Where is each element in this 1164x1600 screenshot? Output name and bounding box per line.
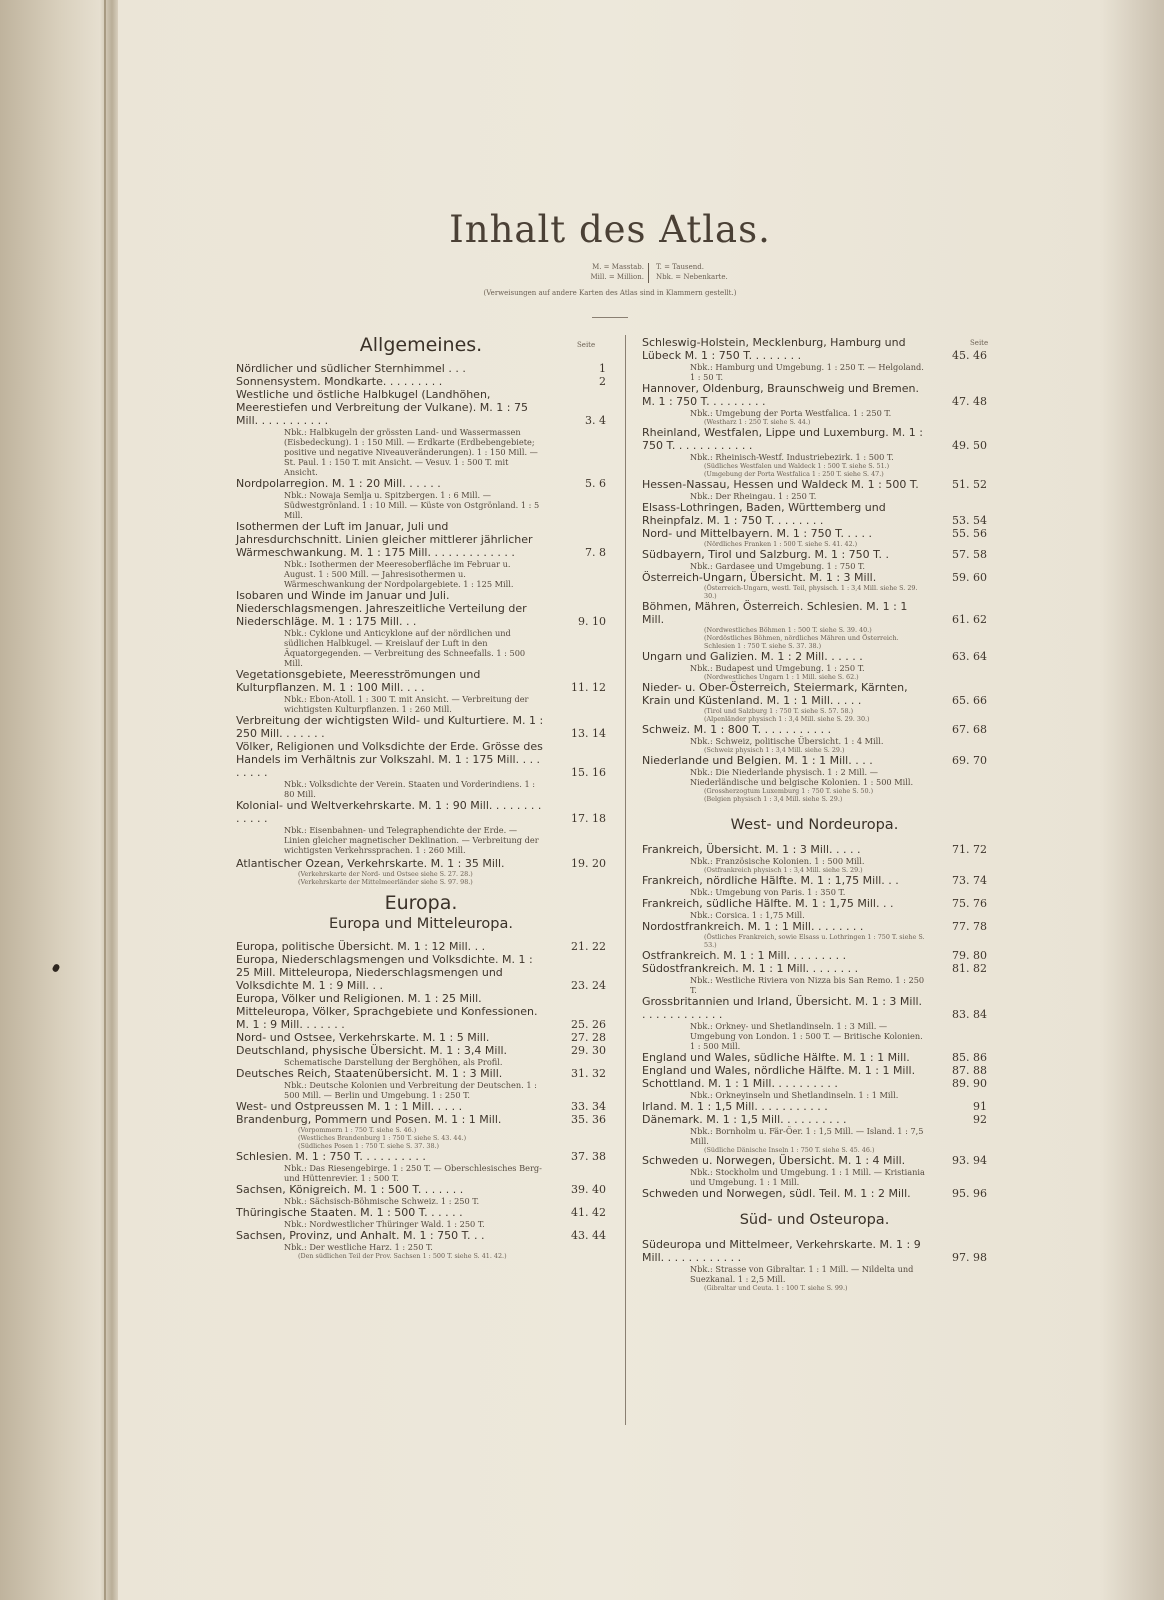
toc-entry bbox=[236, 1229, 606, 1242]
page-number: 5. 6 bbox=[585, 477, 606, 490]
toc-entry bbox=[642, 650, 987, 663]
entry-title: Südeuropa und Mittelmeer, Verkehrskarte. M. 1 : 9 Mill. . . . . . . . . . . . bbox=[642, 1238, 921, 1264]
book-gutter bbox=[0, 0, 118, 1600]
toc-entry bbox=[642, 336, 987, 362]
page-number: 49. 50 bbox=[952, 439, 987, 452]
toc-entry bbox=[236, 953, 606, 992]
toc-entry bbox=[642, 571, 987, 584]
page-number: 79. 80 bbox=[952, 949, 987, 962]
seite-label-right: Seite bbox=[970, 339, 989, 347]
toc-entry bbox=[236, 1031, 606, 1044]
entry-title: Schleswig-Holstein, Mecklenburg, Hamburg und Lübeck M. 1 : 750 T. . . . . . . . bbox=[642, 336, 906, 362]
nebenkarte-note: Nbk.: Umgebung von Paris. 1 : 350 T. bbox=[690, 887, 846, 897]
entry-title: Nord- und Mittelbayern. M. 1 : 750 T. . . . . bbox=[642, 527, 873, 540]
entry-title: Völker, Religionen und Volksdichte der Erde. Grösse des Handels im Verhältnis zur Volkszahl. M. 1 : 175 Mill. . . . . . . . . bbox=[236, 740, 543, 779]
nebenkarte-note: Nbk.: Isothermen der Meeresoberfläche im Februar u. August. 1 : 500 Mill. — Jahresisothermen u. Wärmeschwankung der Nordpolargebiete. 1 : 125 Mill. bbox=[284, 559, 514, 589]
page-number: 93. 94 bbox=[952, 1154, 987, 1167]
toc-entry bbox=[236, 477, 606, 490]
entry-title: England und Wales, südliche Hälfte. M. 1 : 1 Mill. bbox=[642, 1051, 910, 1064]
legend-divider bbox=[648, 263, 649, 283]
nebenkarte-note: Nbk.: Nowaja Semlja u. Spitzbergen. 1 : 6 Mill. — Südwestgrönland. 1 : 10 Mill. — Küste von Ostgrönland. 1 : 5 Mill. bbox=[284, 490, 540, 520]
nebenkarte-note: Nbk.: Strasse von Gibraltar. 1 : 1 Mill. — Nildelta und Suezkanal. 1 : 2,5 Mill. bbox=[690, 1264, 914, 1284]
nebenkarte-note: Nbk.: Hamburg und Umgebung. 1 : 250 T. — Helgoland. 1 : 50 T. bbox=[690, 362, 924, 382]
toc-entry bbox=[236, 992, 606, 1031]
page-number: 71. 72 bbox=[952, 843, 987, 856]
toc-entry bbox=[642, 897, 987, 910]
page-number: 85. 86 bbox=[952, 1051, 987, 1064]
gutter-line bbox=[104, 0, 106, 1600]
section-europa: Europa. bbox=[384, 892, 458, 914]
page-number: 7. 8 bbox=[585, 546, 606, 559]
cross-reference: (Verkehrskarte der Mittelmeerländer siehe S. 97. 98.) bbox=[298, 878, 473, 886]
entry-title: Böhmen, Mähren, Österreich. Schlesien. M. 1 : 1 Mill. bbox=[642, 600, 908, 626]
entry-title: Nördlicher und südlicher Sternhimmel . . . bbox=[236, 362, 466, 375]
page-number: 17. 18 bbox=[571, 812, 606, 825]
cross-reference: (Verkehrskarte der Nord- und Ostsee siehe S. 27. 28.) bbox=[298, 870, 473, 878]
legend-mill: Mill. = Million. bbox=[590, 273, 644, 281]
page-number: 43. 44 bbox=[571, 1229, 606, 1242]
page-number: 39. 40 bbox=[571, 1183, 606, 1196]
entry-title: Sonnensystem. Mondkarte. . . . . . . . . bbox=[236, 375, 443, 388]
cross-reference: (Westharz 1 : 250 T. siehe S. 44.) bbox=[704, 418, 811, 426]
toc-entry bbox=[236, 799, 606, 825]
page-number: 57. 58 bbox=[952, 548, 987, 561]
toc-entry bbox=[642, 548, 987, 561]
toc-entry bbox=[642, 600, 987, 626]
nebenkarte-note: Nbk.: Corsica. 1 : 1,75 Mill. bbox=[690, 910, 805, 920]
nebenkarte-note: Nbk.: Volksdichte der Verein. Staaten und Vorderindiens. 1 : 80 Mill. bbox=[284, 779, 536, 799]
entry-title: Schweiz. M. 1 : 800 T. . . . . . . . . . . bbox=[642, 723, 832, 736]
toc-entry bbox=[642, 949, 987, 962]
page-number: 21. 22 bbox=[571, 940, 606, 953]
page-number: 9. 10 bbox=[578, 615, 606, 628]
nebenkarte-note: Nbk.: Das Riesengebirge. 1 : 250 T. — Oberschlesisches Berg- und Hüttenrevier. 1 : 500 T. bbox=[284, 1163, 542, 1183]
toc-entry bbox=[642, 501, 987, 527]
page-number: 13. 14 bbox=[571, 727, 606, 740]
cross-reference: (Nordwestliches Ungarn 1 : 1 Mill. siehe S. 62.) bbox=[704, 673, 859, 681]
entry-title: Hessen-Nassau, Hessen und Waldeck M. 1 : 500 T. bbox=[642, 478, 919, 491]
page-number: 29. 30 bbox=[571, 1044, 606, 1057]
entry-title: Schottland. M. 1 : 1 Mill. . . . . . . . . . bbox=[642, 1077, 838, 1090]
nebenkarte-note: Nbk.: Cyklone und Anticyklone auf der nördlichen und südlichen Halbkugel. — Kreislauf der Luft in den Äquatorgegenden. — Verbreitung des Schneefalls. 1 : 500 Mill. bbox=[284, 628, 526, 668]
toc-entry bbox=[236, 589, 606, 628]
entry-title: Westliche und östliche Halbkugel (Landhöhen, Meerestiefen und Verbreitung der Vulkane). M. 1 : 75 Mill. . . . . . . . . . . bbox=[236, 388, 528, 427]
nebenkarte-note: Nbk.: Der Rheingau. 1 : 250 T. bbox=[690, 491, 817, 501]
nebenkarte-note: Nbk.: Eisenbahnen- und Telegraphendichte der Erde. — Linien gleicher magnetischer Deklination. — Verbreitung der wichtigsten Verkehrssprachen. 1 : 260 Mill. bbox=[284, 825, 539, 855]
nebenkarte-note: Nbk.: Westliche Riviera von Nizza bis San Remo. 1 : 250 T. bbox=[690, 975, 925, 995]
cross-reference: (Östliches Frankreich, sowie Elsass u. Lothringen 1 : 750 T. siehe S. 53.) bbox=[704, 933, 925, 949]
toc-entry bbox=[642, 527, 987, 540]
page-title: Inhalt des Atlas. bbox=[449, 208, 771, 251]
toc-entry bbox=[236, 940, 606, 953]
toc-entry bbox=[642, 723, 987, 736]
page-number: 65. 66 bbox=[952, 694, 987, 707]
cross-reference: (Umgebung der Porta Westfalica 1 : 250 T. siehe S. 47.) bbox=[704, 470, 884, 478]
page-number: 37. 38 bbox=[571, 1150, 606, 1163]
entry-title: Dänemark. M. 1 : 1,5 Mill. . . . . . . . . . bbox=[642, 1113, 847, 1126]
page-number: 31. 32 bbox=[571, 1067, 606, 1080]
toc-entry bbox=[642, 1051, 987, 1064]
page-number: 19. 20 bbox=[571, 857, 606, 870]
entry-title: West- und Ostpreussen M. 1 : 1 Mill. . . . . bbox=[236, 1100, 463, 1113]
page-number: 2 bbox=[599, 375, 606, 388]
nebenkarte-note: Nbk.: Schweiz, politische Übersicht. 1 : 4 Mill. bbox=[690, 736, 884, 746]
cross-reference: (Nordwestliches Böhmen 1 : 500 T. siehe S. 39. 40.) bbox=[704, 626, 872, 634]
toc-entry bbox=[642, 1077, 987, 1090]
entry-title: Deutschland, physische Übersicht. M. 1 : 3,4 Mill. bbox=[236, 1044, 508, 1057]
toc-entry bbox=[642, 478, 987, 491]
section-sued-osteuropa: Süd- und Osteuropa. bbox=[739, 1212, 890, 1228]
entry-title: Südbayern, Tirol und Salzburg. M. 1 : 750 T. . bbox=[642, 548, 890, 561]
entry-title: Europa, Niederschlagsmengen und Volksdichte. M. 1 : 25 Mill. Mitteleuropa, Niederschlagsmengen und Volksdichte M. 1 : 9 Mill. . . bbox=[236, 953, 533, 992]
entry-title: Deutsches Reich, Staatenübersicht. M. 1 : 3 Mill. bbox=[236, 1067, 503, 1080]
cross-reference: (Belgien physisch 1 : 3,4 Mill. siehe S. 29.) bbox=[704, 795, 843, 803]
toc-entry bbox=[236, 1150, 606, 1163]
nebenkarte-note: Nbk.: Bornholm u. Fär-Öer. 1 : 1,5 Mill. — Island. 1 : 7,5 Mill. bbox=[690, 1126, 924, 1146]
toc-entry bbox=[642, 995, 987, 1021]
cross-reference: (Schweiz physisch 1 : 3,4 Mill. siehe S. 29.) bbox=[704, 746, 845, 754]
toc-entry bbox=[236, 668, 606, 694]
page-number: 59. 60 bbox=[952, 571, 987, 584]
entry-title: Irland. M. 1 : 1,5 Mill. . . . . . . . . . . bbox=[642, 1100, 828, 1113]
nebenkarte-note: Nbk.: Halbkugeln der grössten Land- und Wassermassen (Eisbedeckung). 1 : 150 Mill. — Erdkarte (Erdbebengebiete; positive und negative Niveauveränderungen). 1 : 150 Mill. — St. Paul. 1 : 150 T. mit Ansicht. — Vesuv. 1 : 500 T. mit Ansicht. bbox=[284, 427, 538, 477]
page-number: 51. 52 bbox=[952, 478, 987, 491]
page-number: 25. 26 bbox=[571, 1018, 606, 1031]
section-allgemeines: Allgemeines. bbox=[359, 334, 483, 356]
toc-entry bbox=[642, 920, 987, 933]
title-separator bbox=[592, 317, 628, 318]
entry-title: Schweden u. Norwegen, Übersicht. M. 1 : 4 Mill. bbox=[642, 1154, 906, 1167]
toc-entry bbox=[236, 1183, 606, 1196]
entry-title: Frankreich, nördliche Hälfte. M. 1 : 1,75 Mill. . . bbox=[642, 874, 899, 887]
nebenkarte-note: Nbk.: Budapest und Umgebung. 1 : 250 T. bbox=[690, 663, 865, 673]
page-number: 3. 4 bbox=[585, 414, 606, 427]
entry-title: Österreich-Ungarn, Übersicht. M. 1 : 3 Mill. bbox=[642, 571, 877, 584]
nebenkarte-note: Nbk.: Nordwestlicher Thüringer Wald. 1 : 250 T. bbox=[284, 1219, 485, 1229]
toc-entry bbox=[236, 388, 606, 427]
page-number: 27. 28 bbox=[571, 1031, 606, 1044]
cross-reference: (Gibraltar und Ceuta. 1 : 100 T. siehe S. 99.) bbox=[704, 1284, 848, 1292]
page-number: 97. 98 bbox=[952, 1251, 987, 1264]
page-number: 45. 46 bbox=[952, 349, 987, 362]
page-number: 77. 78 bbox=[952, 920, 987, 933]
left-column bbox=[236, 332, 606, 1260]
page-number: 95. 96 bbox=[952, 1187, 987, 1200]
toc-entry bbox=[642, 1238, 987, 1264]
entry-title: Atlantischer Ozean, Verkehrskarte. M. 1 : 35 Mill. bbox=[236, 857, 505, 870]
cross-reference: (Tirol und Salzburg 1 : 750 T. siehe S. 57. 58.) bbox=[704, 707, 854, 715]
entry-title: Kolonial- und Weltverkehrskarte. M. 1 : 90 Mill. . . . . . . . . . . . . bbox=[236, 799, 542, 825]
toc-entry bbox=[642, 962, 987, 975]
entry-title: Brandenburg, Pommern und Posen. M. 1 : 1 Mill. bbox=[236, 1113, 502, 1126]
legend-note: (Verweisungen auf andere Karten des Atlas sind in Klammern gestellt.) bbox=[483, 289, 737, 297]
page-number: 33. 34 bbox=[571, 1100, 606, 1113]
page-number: 83. 84 bbox=[952, 1008, 987, 1021]
entry-title: Hannover, Oldenburg, Braunschweig und Bremen. M. 1 : 750 T. . . . . . . . . bbox=[642, 382, 919, 408]
page-number: 11. 12 bbox=[571, 681, 606, 694]
nebenkarte-note: Nbk.: Französische Kolonien. 1 : 500 Mill. bbox=[690, 856, 865, 866]
entry-title: Schweden und Norwegen, südl. Teil. M. 1 : 2 Mill. bbox=[642, 1187, 911, 1200]
entry-title: Nordpolarregion. M. 1 : 20 Mill. . . . . . bbox=[236, 477, 441, 490]
entry-title: Isobaren und Winde im Januar und Juli. Niederschlagsmengen. Jahreszeitliche Verteilung der Niederschläge. M. 1 : 175 Mill. . . bbox=[236, 589, 527, 628]
entry-title: Europa, politische Übersicht. M. 1 : 12 Mill. . . bbox=[236, 940, 486, 953]
page-number: 47. 48 bbox=[952, 395, 987, 408]
entry-title: Sachsen, Provinz, und Anhalt. M. 1 : 750 T. . . bbox=[236, 1229, 485, 1242]
legend-t: T. = Tausend. bbox=[656, 263, 704, 271]
section-west-nordeuropa: West- und Nordeuropa. bbox=[730, 817, 899, 833]
page-number: 73. 74 bbox=[952, 874, 987, 887]
toc-entry bbox=[642, 681, 987, 707]
entry-title: Sachsen, Königreich. M. 1 : 500 T. . . . . . . bbox=[236, 1183, 464, 1196]
toc-entry bbox=[642, 874, 987, 887]
toc-entry bbox=[642, 754, 987, 767]
page-number: 61. 62 bbox=[952, 613, 987, 626]
toc-entry bbox=[236, 1100, 606, 1113]
page-number: 53. 54 bbox=[952, 514, 987, 527]
entry-title: Frankreich, südliche Hälfte. M. 1 : 1,75 Mill. . . bbox=[642, 897, 894, 910]
entry-title: Ungarn und Galizien. M. 1 : 2 Mill. . . . . . bbox=[642, 650, 863, 663]
entry-title: Frankreich, Übersicht. M. 1 : 3 Mill. . . . . bbox=[642, 843, 861, 856]
page-number: 35. 36 bbox=[571, 1113, 606, 1126]
cross-reference: (Südliches Westfalen und Waldeck 1 : 500 T. siehe S. 51.) bbox=[704, 462, 890, 470]
toc-entry bbox=[642, 1064, 987, 1077]
entry-title: Vegetationsgebiete, Meeresströmungen und Kulturpflanzen. M. 1 : 100 Mill. . . . bbox=[236, 668, 481, 694]
cross-reference: (Südliche Dänische Inseln 1 : 750 T. siehe S. 45. 46.) bbox=[704, 1146, 875, 1154]
entry-title: Elsass-Lothringen, Baden, Württemberg und Rheinpfalz. M. 1 : 750 T. . . . . . . . bbox=[642, 501, 886, 527]
nebenkarte-note: Nbk.: Der westliche Harz. 1 : 250 T. bbox=[284, 1242, 433, 1252]
page-number: 63. 64 bbox=[952, 650, 987, 663]
toc-entry bbox=[236, 520, 606, 559]
page-number: 55. 56 bbox=[952, 527, 987, 540]
nebenkarte-note: Nbk.: Die Niederlande physisch. 1 : 2 Mill. — Niederländische und belgische Kolonien. 1 : 500 Mill. bbox=[690, 767, 914, 787]
cross-reference: (Westliches Brandenburg 1 : 750 T. siehe S. 43. 44.) bbox=[298, 1134, 467, 1142]
cross-reference: (Nordöstliches Böhmen, nördliches Mähren und Österreich. Schlesien 1 : 750 T. siehe S. 37. 38.) bbox=[704, 634, 899, 650]
toc-entry bbox=[642, 1154, 987, 1167]
cross-reference: (Südliches Posen 1 : 750 T. siehe S. 37. 38.) bbox=[298, 1142, 440, 1150]
entry-title: Niederlande und Belgien. M. 1 : 1 Mill. . . . bbox=[642, 754, 873, 767]
entry-title: Südostfrankreich. M. 1 : 1 Mill. . . . . . . . bbox=[642, 962, 859, 975]
column-divider bbox=[625, 335, 626, 1425]
right-column bbox=[642, 336, 987, 1292]
cross-reference: (Alpenländer physisch 1 : 3,4 Mill. siehe S. 29. 30.) bbox=[704, 715, 870, 723]
page-number: 1 bbox=[599, 362, 606, 375]
page-number: 41. 42 bbox=[571, 1206, 606, 1219]
entry-title: Nord- und Ostsee, Verkehrskarte. M. 1 : 5 Mill. bbox=[236, 1031, 490, 1044]
toc-entry bbox=[236, 1044, 606, 1057]
entry-title: Verbreitung der wichtigsten Wild- und Kulturtiere. M. 1 : 250 Mill. . . . . . . bbox=[236, 714, 544, 740]
toc-entry bbox=[236, 1113, 606, 1126]
entry-title: Europa, Völker und Religionen. M. 1 : 25 Mill. Mitteleuropa, Völker, Sprachgebiete und Konfessionen. M. 1 : 9 Mill. . . . . . . bbox=[236, 992, 538, 1031]
toc-entry bbox=[236, 1206, 606, 1219]
page-number: 89. 90 bbox=[952, 1077, 987, 1090]
page-number: 69. 70 bbox=[952, 754, 987, 767]
cross-reference: (Ostfrankreich physisch 1 : 3,4 Mill. siehe S. 29.) bbox=[704, 866, 863, 874]
page-number: 67. 68 bbox=[952, 723, 987, 736]
toc-entry bbox=[642, 1187, 987, 1200]
toc-entry bbox=[236, 857, 606, 870]
entry-title: Isothermen der Luft im Januar, Juli und Jahresdurchschnitt. Linien gleicher mittlerer jährlicher Wärmeschwankung. M. 1 : 175 Mill. . . . . . . . . . . . . bbox=[236, 520, 533, 559]
nebenkarte-note: Nbk.: Ebon-Atoll. 1 : 300 T. mit Ansicht. — Verbreitung der wichtigsten Kulturpflanzen. 1 : 260 Mill. bbox=[284, 694, 529, 714]
page-number: 91 bbox=[973, 1100, 987, 1113]
nebenkarte-note: Schematische Darstellung der Berghöhen, als Profil. bbox=[284, 1057, 503, 1067]
toc-entry bbox=[236, 1067, 606, 1080]
nebenkarte-note: Nbk.: Orkneyinseln und Shetlandinseln. 1 : 1 Mill. bbox=[690, 1090, 899, 1100]
cross-reference: (Grossherzogtum Luxemburg 1 : 750 T. siehe S. 50.) bbox=[704, 787, 874, 795]
nebenkarte-note: Nbk.: Deutsche Kolonien und Verbreitung der Deutschen. 1 : 500 Mill. — Berlin und Umgebung. 1 : 250 T. bbox=[284, 1080, 537, 1100]
entry-title: Ostfrankreich. M. 1 : 1 Mill. . . . . . . . . bbox=[642, 949, 847, 962]
toc-entry bbox=[642, 1113, 987, 1126]
page-number: 87. 88 bbox=[952, 1064, 987, 1077]
cross-reference: (Österreich-Ungarn, westl. Teil, physisch. 1 : 3,4 Mill. siehe S. 29. 30.) bbox=[704, 584, 918, 600]
entry-title: Nieder- u. Ober-Österreich, Steiermark, Kärnten, Krain und Küstenland. M. 1 : 1 Mill. . . . . bbox=[642, 681, 908, 707]
entry-title: England und Wales, nördliche Hälfte. M. 1 : 1 Mill. bbox=[642, 1064, 916, 1077]
subsection-europa-mitteleuropa: Europa und Mitteleuropa. bbox=[329, 916, 513, 932]
nebenkarte-note: Nbk.: Sächsisch-Böhmische Schweiz. 1 : 250 T. bbox=[284, 1196, 480, 1206]
legend-m: M. = Masstab. bbox=[592, 263, 644, 271]
seite-label-left: Seite bbox=[577, 341, 596, 349]
toc-entry bbox=[642, 426, 987, 452]
nebenkarte-note: Nbk.: Rheinisch-Westf. Industriebezirk. 1 : 500 T. bbox=[690, 452, 894, 462]
toc-entry bbox=[642, 1100, 987, 1113]
toc-entry bbox=[236, 714, 606, 740]
page-number: 81. 82 bbox=[952, 962, 987, 975]
legend-nbk: Nbk. = Nebenkarte. bbox=[656, 273, 728, 281]
toc-entry bbox=[236, 740, 606, 779]
cross-reference: (Nördliches Franken 1 : 500 T. siehe S. 41. 42.) bbox=[704, 540, 858, 548]
entry-title: Grossbritannien und Irland, Übersicht. M. 1 : 3 Mill. . . . . . . . . . . . . bbox=[642, 995, 923, 1021]
cross-reference: (Vorpommern 1 : 750 T. siehe S. 46.) bbox=[298, 1126, 417, 1134]
nebenkarte-note: Nbk.: Umgebung der Porta Westfalica. 1 : 250 T. bbox=[690, 408, 892, 418]
cross-reference: (Den südlichen Teil der Prov. Sachsen 1 : 500 T. siehe S. 41. 42.) bbox=[298, 1252, 507, 1260]
nebenkarte-note: Nbk.: Gardasee und Umgebung. 1 : 750 T. bbox=[690, 561, 865, 571]
entry-title: Nordostfrankreich. M. 1 : 1 Mill. . . . . . . . bbox=[642, 920, 864, 933]
toc-entry bbox=[642, 382, 987, 408]
page-number: 23. 24 bbox=[571, 979, 606, 992]
page-number: 75. 76 bbox=[952, 897, 987, 910]
page-number: 15. 16 bbox=[571, 766, 606, 779]
entry-title: Thüringische Staaten. M. 1 : 500 T. . . . . . bbox=[236, 1206, 463, 1219]
nebenkarte-note: Nbk.: Stockholm und Umgebung. 1 : 1 Mill. — Kristiania und Umgebung. 1 : 1 Mill. bbox=[690, 1167, 925, 1187]
nebenkarte-note: Nbk.: Orkney- und Shetlandinseln. 1 : 3 Mill. — Umgebung von London. 1 : 500 T. — Britische Kolonien. 1 : 500 Mill. bbox=[690, 1021, 923, 1051]
toc-entry bbox=[642, 843, 987, 856]
page-number: 92 bbox=[973, 1113, 987, 1126]
toc-entry bbox=[236, 362, 606, 375]
entry-title: Rheinland, Westfalen, Lippe und Luxemburg. M. 1 : 750 T. . . . . . . . . . . . bbox=[642, 426, 923, 452]
entry-title: Schlesien. M. 1 : 750 T. . . . . . . . . . bbox=[236, 1150, 426, 1163]
toc-entry bbox=[236, 375, 606, 388]
